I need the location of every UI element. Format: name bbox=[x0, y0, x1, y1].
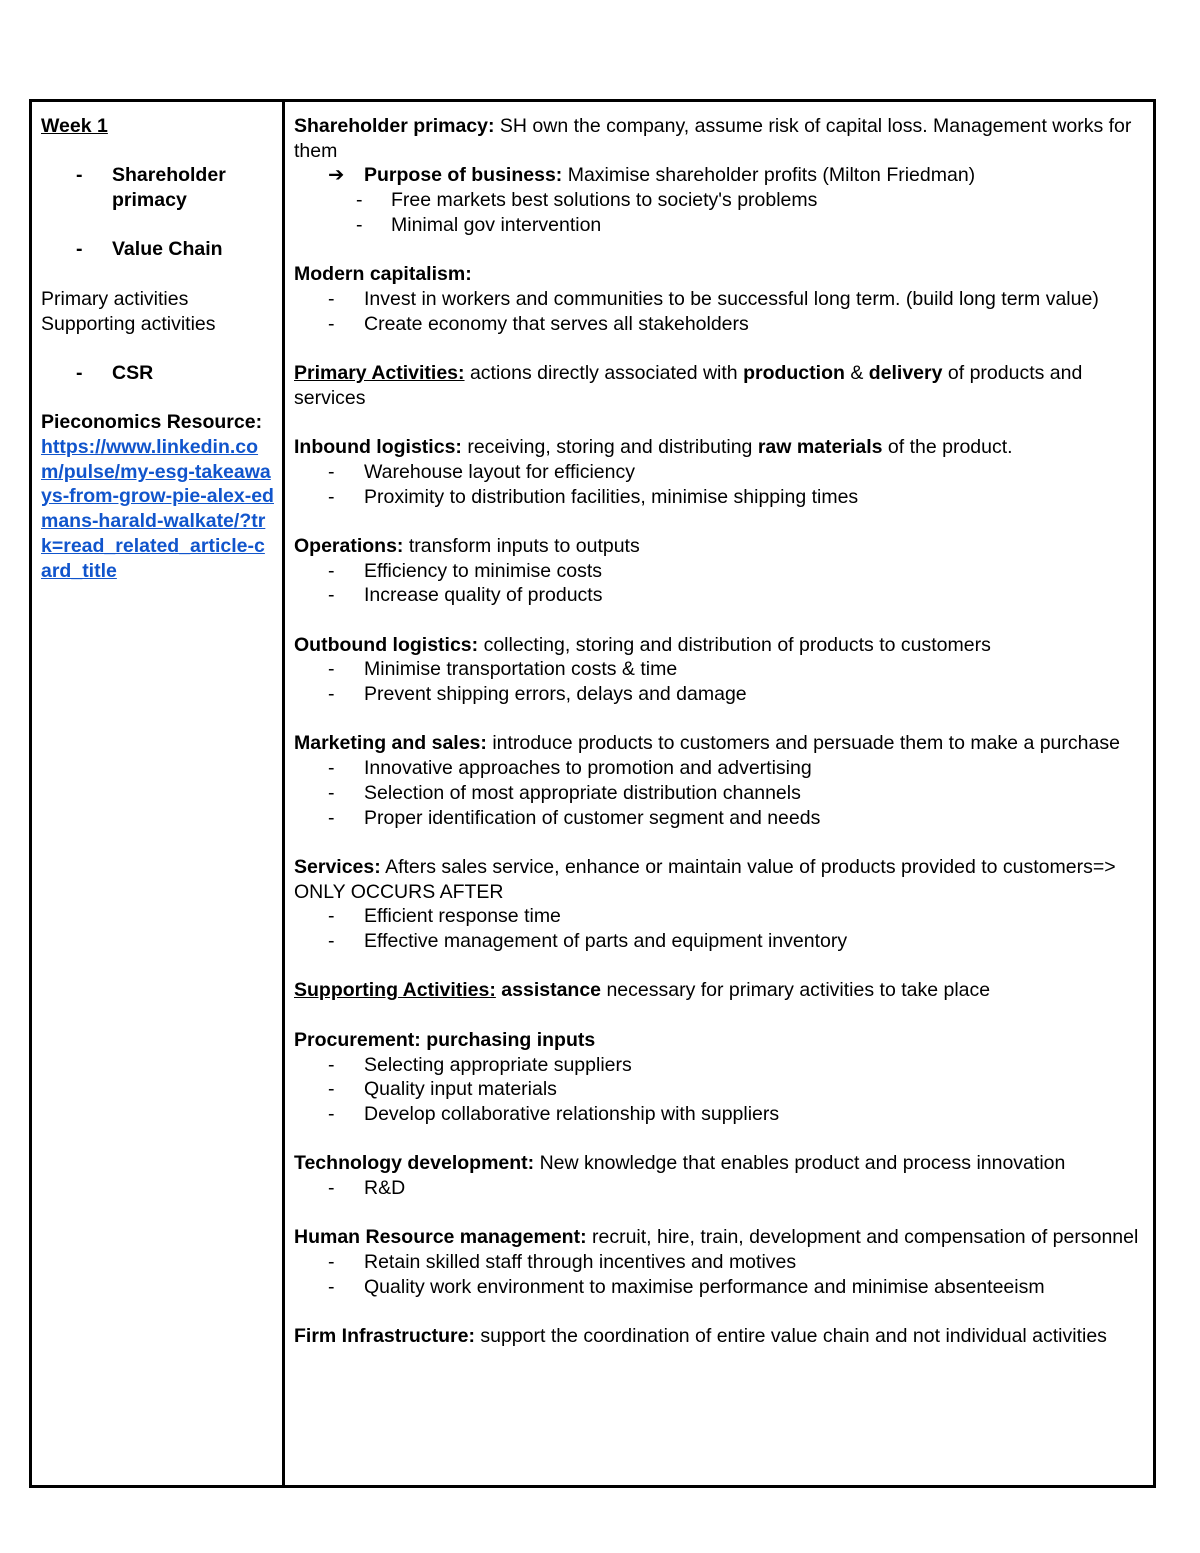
section-procurement: Procurement: purchasing inputs bbox=[294, 1028, 596, 1051]
section-operations: Operations: transform inputs to outputs bbox=[294, 534, 640, 557]
section-modern-capitalism: Modern capitalism: bbox=[294, 263, 472, 286]
topic-item: - Value Chain bbox=[76, 238, 223, 261]
list-item: - Minimise transportation costs & time bbox=[328, 658, 678, 681]
list-item: - R&D bbox=[328, 1177, 406, 1200]
list-item: - Efficient response time bbox=[328, 905, 561, 928]
section-supporting-activities: Supporting Activities: assistance necessary for primary activities to take place bbox=[294, 979, 991, 1002]
resource-link[interactable]: https://www.linkedin.com/pulse/my-esg-takeaways-from-grow-pie-alex-edmans-harald-walkate/?trk=read_related_article-card_title bbox=[41, 436, 274, 582]
list-item: - Prevent shipping errors, delays and damage bbox=[328, 683, 747, 706]
list-item: - Selection of most appropriate distribution channels bbox=[328, 781, 801, 804]
list-item: - Quality input materials bbox=[328, 1078, 557, 1101]
list-item: - Innovative approaches to promotion and advertising bbox=[328, 757, 812, 780]
list-item: - Proximity to distribution facilities, minimise shipping times bbox=[328, 485, 859, 508]
list-item: - Invest in workers and communities to be successful long term. (build long term value) bbox=[328, 287, 1099, 310]
list-item: - Efficiency to minimise costs bbox=[328, 559, 603, 582]
notes-table bbox=[29, 99, 1156, 1488]
plain-text: Primary activities bbox=[41, 287, 189, 310]
list-item: - Free markets best solutions to society's problems bbox=[356, 189, 818, 212]
list-item: - Proper identification of customer segment and needs bbox=[328, 806, 821, 829]
week-heading: Week 1 bbox=[41, 115, 108, 137]
arrow-item: ➔ Purpose of business: Maximise shareholder profits (Milton Friedman) bbox=[328, 164, 976, 187]
list-item: - Retain skilled staff through incentives and motives bbox=[328, 1251, 797, 1274]
section-primary-activities: Primary Activities: actions directly associated with production & delivery of products and services bbox=[294, 362, 1083, 409]
section-human-resource: Human Resource management: recruit, hire, train, development and compensation of personnel bbox=[294, 1226, 1139, 1249]
list-item: - Minimal gov intervention bbox=[356, 213, 602, 236]
section-outbound-logistics: Outbound logistics: collecting, storing and distribution of products to customers bbox=[294, 633, 991, 656]
section-technology-development: Technology development: New knowledge that enables product and process innovation bbox=[294, 1152, 1066, 1175]
section-services: Services: Afters sales service, enhance or maintain value of products provided to customers=> ONLY OCCURS AFTER bbox=[294, 855, 1116, 903]
topic-item: - CSR bbox=[76, 361, 154, 384]
topic-item: - Shareholder primacy bbox=[76, 164, 226, 212]
section-firm-infrastructure: Firm Infrastructure: support the coordination of entire value chain and not individual activities bbox=[294, 1325, 1107, 1348]
section-marketing-sales: Marketing and sales: introduce products to customers and persuade them to make a purchase bbox=[294, 732, 1120, 755]
plain-text: Supporting activities bbox=[41, 312, 216, 335]
right-column bbox=[285, 102, 1153, 1485]
list-item: - Create economy that serves all stakeholders bbox=[328, 312, 749, 335]
list-item: - Develop collaborative relationship with suppliers bbox=[328, 1102, 780, 1125]
section-shareholder-primacy: Shareholder primacy: SH own the company, assume risk of capital loss. Management works for them bbox=[294, 115, 1132, 162]
list-item: - Effective management of parts and equipment inventory bbox=[328, 930, 848, 953]
section-inbound-logistics: Inbound logistics: receiving, storing and distributing raw materials of the product. bbox=[294, 436, 1013, 459]
list-item: - Selecting appropriate suppliers bbox=[328, 1053, 632, 1076]
left-column bbox=[32, 102, 285, 1485]
list-item: - Warehouse layout for efficiency bbox=[328, 460, 635, 483]
resource-label: Pieconomics Resource: bbox=[41, 411, 263, 434]
list-item: - Quality work environment to maximise performance and minimise absenteeism bbox=[328, 1275, 1045, 1298]
list-item: - Increase quality of products bbox=[328, 584, 603, 607]
